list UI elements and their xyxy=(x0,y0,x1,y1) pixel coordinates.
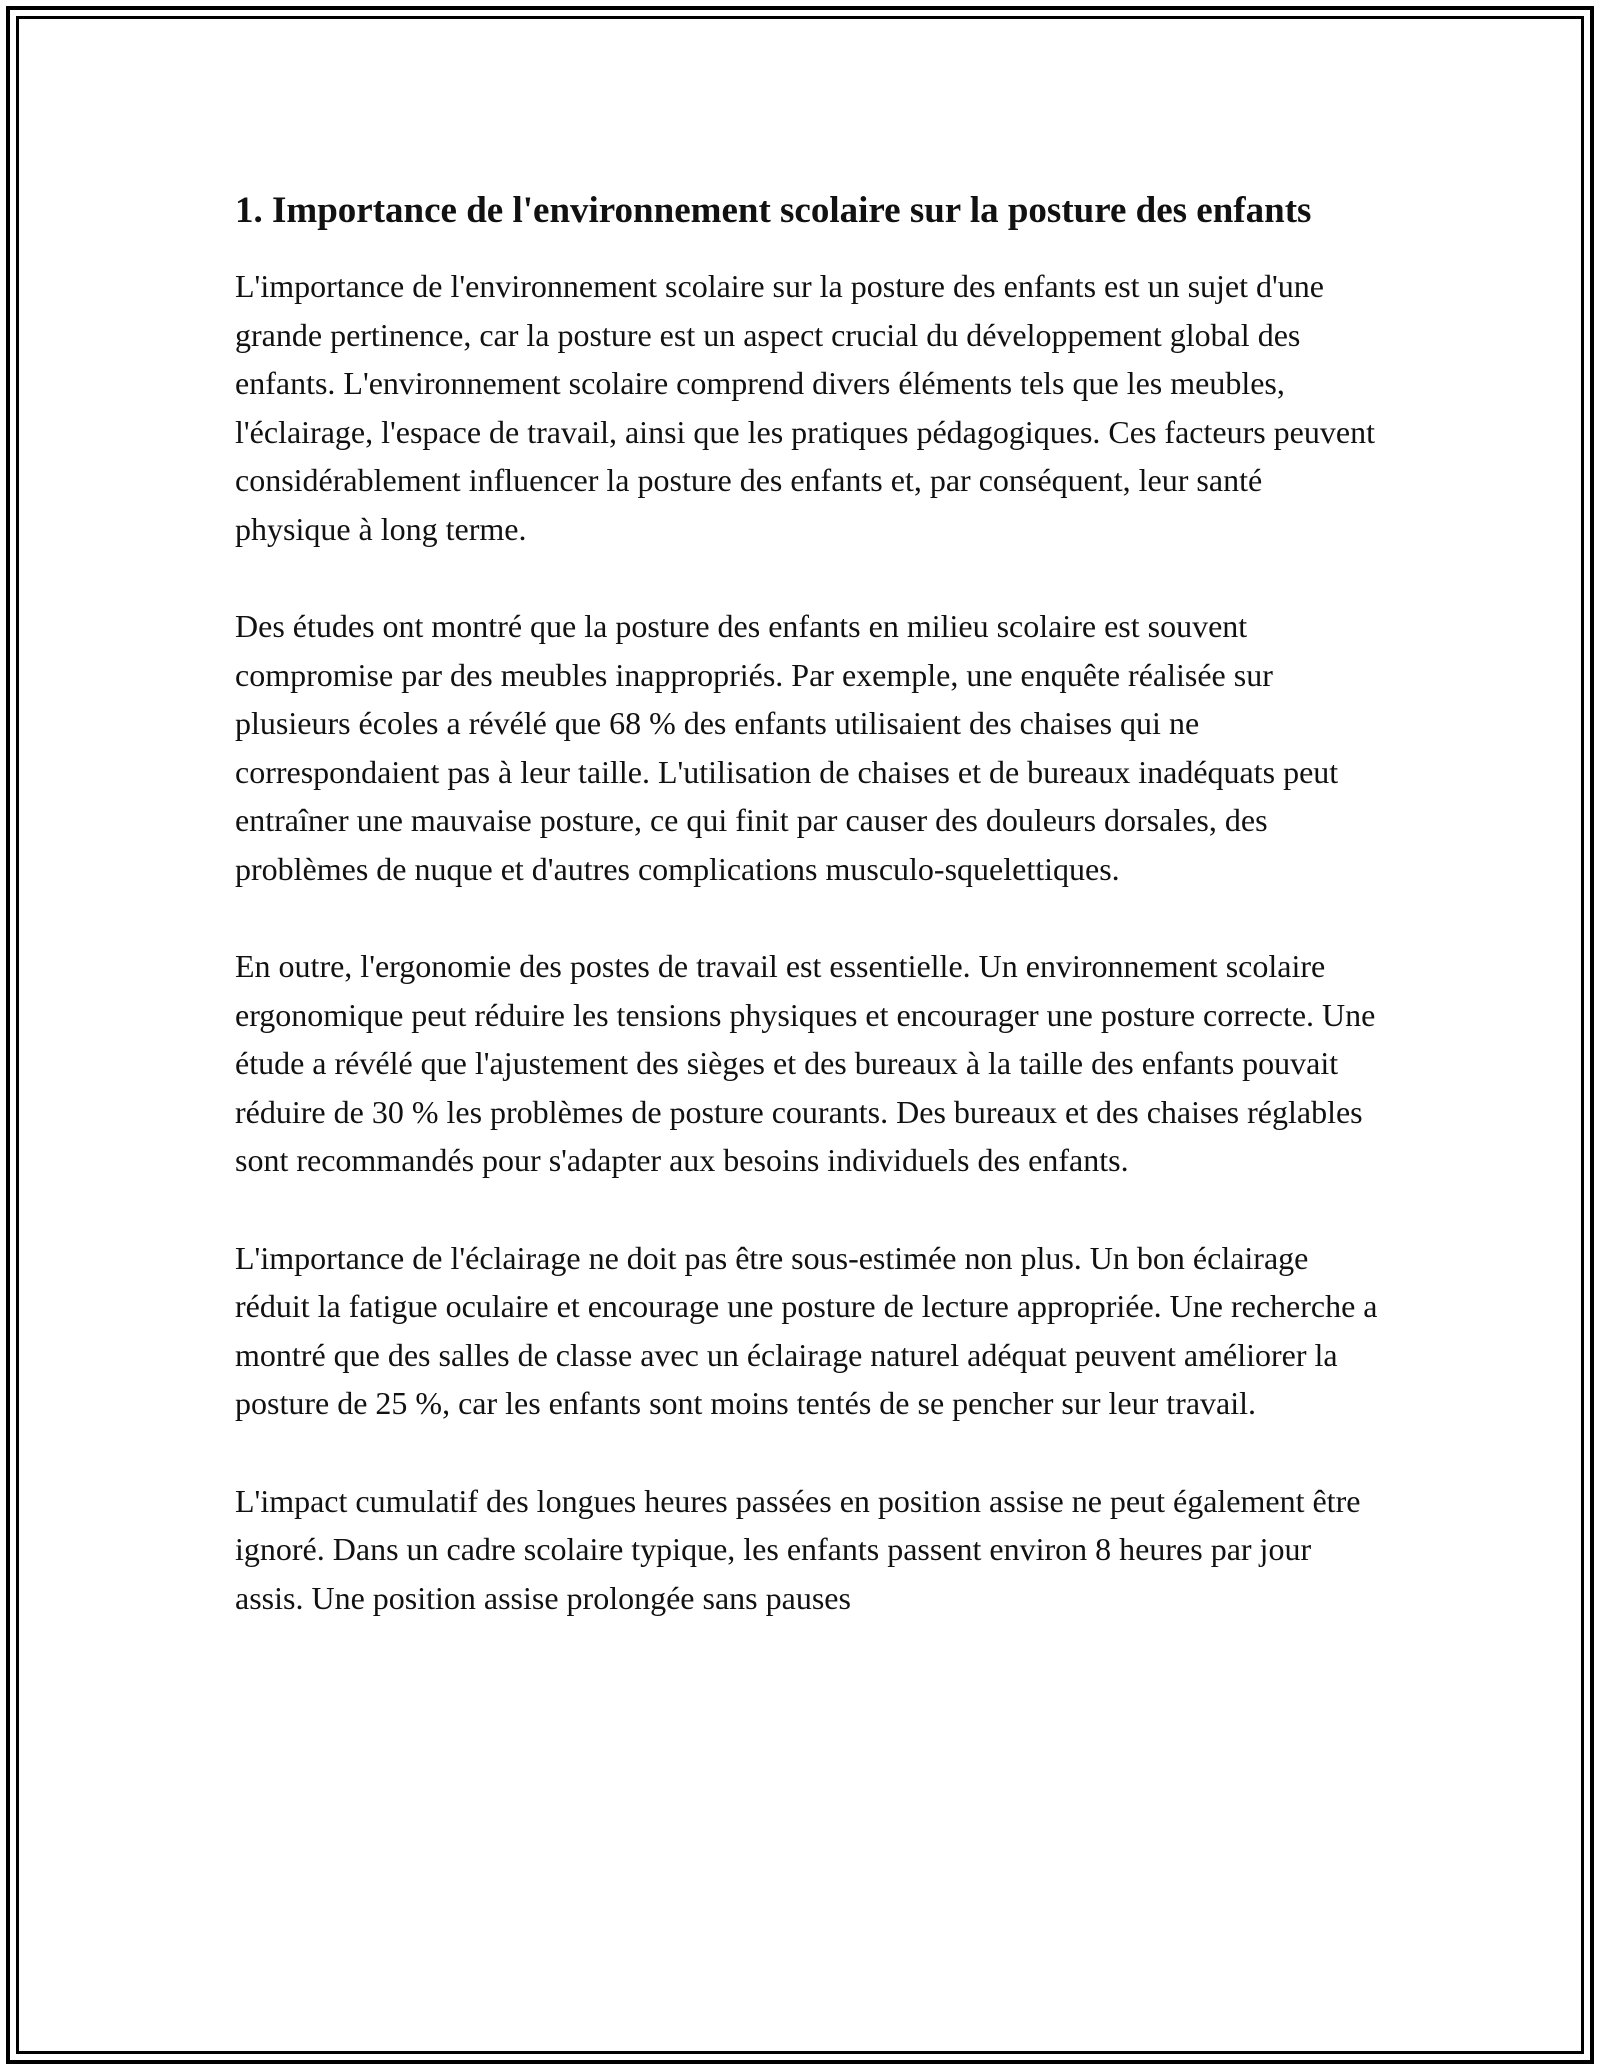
paragraph-2: Des études ont montré que la posture des enfants en milieu scolaire est souvent compromise par des meubles inappropriés. Par exemple, une enquête réalisée sur plusieurs écoles a révélé que 68 % des enfants utilisaient des chaises qui ne correspondaient pas à leur taille. L'utilisation de chaises et de bureaux inadéquats peut entraîner une mauvaise posture, ce qui finit par causer des douleurs dorsales, des problèmes de nuque et d'autres complications musculo-squelettiques. xyxy=(235,608,1339,887)
document-body xyxy=(235,184,1380,1671)
section-title: 1. Importance de l'environnement scolaire sur la posture des enfants xyxy=(235,190,1312,231)
paragraph-5: L'impact cumulatif des longues heures passées en position assise ne peut également être ignoré. Dans un cadre scolaire typique, les enfants passent environ 8 heures par jour assis. Une position assise prolongée sans pauses xyxy=(235,1482,1361,1616)
paragraph-1: L'importance de l'environnement scolaire sur la posture des enfants est un sujet d'une grande pertinence, car la posture est un aspect crucial du développement global des enfants. L'environnement scolaire comprend divers éléments tels que les meubles, l'éclairage, l'espace de travail, ainsi que les pratiques pédagogiques. Ces facteurs peuvent considérablement influencer la posture des enfants et, par conséquent, leur santé physique à long terme. xyxy=(235,268,1375,547)
paragraph-3: En outre, l'ergonomie des postes de travail est essentielle. Un environnement scolaire ergonomique peut réduire les tensions physiques et encourager une posture correcte. Une étude a révélé que l'ajustement des sièges et des bureaux à la taille des enfants pouvait réduire de 30 % les problèmes de posture courants. Des bureaux et des chaises réglables sont recommandés pour s'adapter aux besoins individuels des enfants. xyxy=(235,948,1376,1178)
paragraph-4: L'importance de l'éclairage ne doit pas être sous-estimée non plus. Un bon éclairage réduit la fatigue oculaire et encourage une posture de lecture appropriée. Une recherche a montré que des salles de classe avec un éclairage naturel adéquat peuvent améliorer la posture de 25 %, car les enfants sont moins tentés de se pencher sur leur travail. xyxy=(235,1239,1378,1421)
